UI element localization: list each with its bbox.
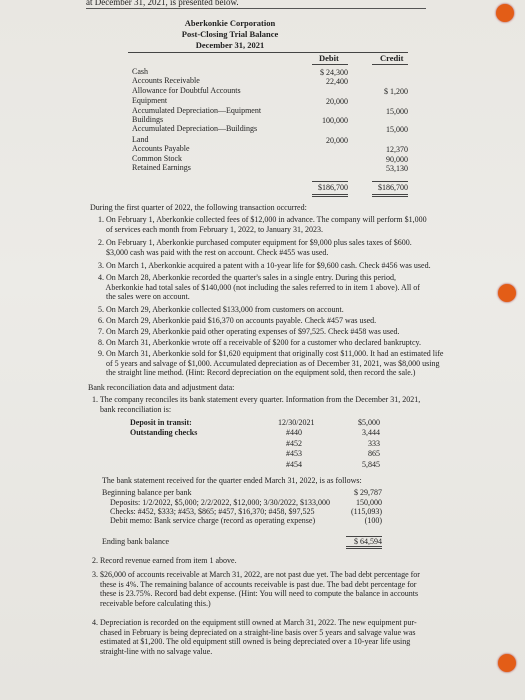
bankrec-item-1: 1. The company reconciles its bank statement every quarter. Information from the December 31, 2021, bank reconciliation is: xyxy=(92,395,421,414)
divider xyxy=(312,64,348,65)
orange-dot-marker xyxy=(498,654,516,672)
check-number: #440 xyxy=(286,428,302,437)
check-amount: 333 xyxy=(368,438,380,448)
total-debit: $186,700 xyxy=(318,183,348,192)
divider xyxy=(312,194,348,197)
transactions-intro: During the first quarter of 2022, the following transaction occurred: xyxy=(90,203,307,212)
statement-title: Post-Closing Trial Balance xyxy=(181,29,279,39)
deposit-amount: $5,000 xyxy=(358,418,380,427)
company-name: Aberkonkie Corporation xyxy=(184,18,276,28)
check-amount: 3,444 xyxy=(362,428,380,437)
item-2: 2. Record revenue earned from item 1 above. xyxy=(92,556,237,565)
total-credit: $186,700 xyxy=(378,183,408,192)
statement-amount: (100) xyxy=(364,516,382,525)
account-name: Buildings xyxy=(132,115,164,124)
statement-intro: The bank statement received for the quarter ended March 31, 2022, is as follows: xyxy=(102,476,362,485)
trial-balance-heading xyxy=(130,18,330,51)
transaction-5: 5. On March 29, Aberkonkie collected $133,000 from customers on account. xyxy=(98,305,344,314)
check-amount: 865 xyxy=(368,449,380,458)
credit-value: 53,130 xyxy=(386,164,408,173)
divider xyxy=(346,546,382,549)
divider xyxy=(346,536,382,537)
account-name: Common Stock xyxy=(132,153,183,163)
check-number: #452 xyxy=(286,438,302,448)
divider xyxy=(312,181,348,182)
transaction-3: 3. On March 1, Aberkonkie acquired a patent with a 10-year life for $9,600 cash. Check #456 was used. xyxy=(98,261,431,270)
debit-value: 20,000 xyxy=(326,135,348,145)
deposit-label: Deposit in transit: xyxy=(130,418,192,427)
credit-value: 15,000 xyxy=(386,125,408,135)
divider xyxy=(372,64,408,65)
account-name: Allowance for Doubtful Accounts xyxy=(132,85,241,95)
statement-label: Checks: #452, $333; #453, $865; #457, $16,370; #458, $97,525 xyxy=(110,507,315,516)
credit-value: 90,000 xyxy=(386,154,408,164)
credit-value: 15,000 xyxy=(386,106,408,116)
bankrec-title: Bank reconciliation data and adjustment data: xyxy=(88,383,235,392)
divider xyxy=(86,8,426,9)
check-number: #453 xyxy=(286,449,302,458)
account-name: Retained Earnings xyxy=(132,163,191,172)
transaction-1: 1. On February 1, Aberkonkie collected fees of $12,000 in advance. The company will perform $1,000 of services each month from February 1, 2022, to January 31, 2023. xyxy=(98,215,427,234)
transaction-4: 4. On March 28, Aberkonkie recorded the quarter's sales in a single entry. During this period, Aberkonkie had total sales of $140,000 (not including the sales referred to in item 1 above). All of the sales were on account. xyxy=(98,273,420,301)
divider xyxy=(128,52,408,53)
statement-amount: 150,000 xyxy=(356,498,382,507)
statement-label: Debit memo: Bank service charge (record as operating expense) xyxy=(110,516,316,525)
check-number: #454 xyxy=(286,459,302,469)
orange-dot-marker xyxy=(496,4,514,22)
statement-label: Deposits: 1/2/2022, $5,000; 2/2/2022, $12,000; 3/30/2022, $133,000 xyxy=(110,498,331,507)
debit-value: 20,000 xyxy=(326,97,348,107)
transaction-2: 2. On February 1, Aberkonkie purchased computer equipment for $9,000 plus sales taxes of $600. $3,000 cash was paid with the rest on account. Check #455 was used. xyxy=(98,238,412,257)
account-name: Land xyxy=(132,134,149,144)
account-name: Cash xyxy=(132,67,148,76)
transaction-9: 9. On March 31, Aberkonkie sold for $1,620 equipment that originally cost $11,000. It had an estimated life of 5 years and salvage of $1,000. Accumulated depreciation as of December 31, 2021, was $8,000 using the straight line method. (Hint: Record depreciation on the equipment sold, then record the sale.) xyxy=(98,349,444,377)
account-name: Equipment xyxy=(132,96,168,106)
account-name: Accumulated Depreciation—Buildings xyxy=(132,124,258,134)
statement-label: Ending bank balance xyxy=(102,537,170,546)
credit-value: 12,370 xyxy=(386,145,408,155)
debit-value: 22,400 xyxy=(326,77,348,87)
debit-value: $ 24,300 xyxy=(320,68,348,77)
statement-amount: (115,093) xyxy=(350,507,382,516)
item-4: 4. Depreciation is recorded on the equipment still owned at March 31, 2022. The new equipment pur- chased in February is being depreciated on a straight-line basis over 5 years and salvage value was estimated at $1,200. The old equipment still owned is being depreciated over a 10-year life using straight-line with no salvage value. xyxy=(92,618,417,656)
divider xyxy=(372,194,408,197)
statement-date: December 31, 2021 xyxy=(195,40,265,50)
account-name: Accumulated Depreciation—Equipment xyxy=(132,105,262,115)
statement-amount: $ 64,594 xyxy=(354,537,382,546)
account-name: Accounts Payable xyxy=(132,144,190,154)
transaction-6: 6. On March 29, Aberkonkie paid $16,370 on accounts payable. Check #457 was used. xyxy=(98,316,377,325)
outstanding-label: Outstanding checks xyxy=(130,428,198,437)
debit-header: Debit xyxy=(319,53,339,63)
orange-dot-marker xyxy=(498,284,516,302)
check-amount: 5,845 xyxy=(362,459,380,469)
divider xyxy=(372,181,408,182)
transaction-7: 7. On March 29, Aberkonkie paid other operating expenses of $97,525. Check #458 was used. xyxy=(98,327,400,336)
statement-amount: $ 29,787 xyxy=(354,488,382,497)
transaction-8: 8. On March 31, Aberkonkie wrote off a receivable of $200 for a customer who declared bankruptcy. xyxy=(98,338,421,347)
header-snippet: at December 31, 2021, is presented below. xyxy=(86,0,239,7)
credit-header: Credit xyxy=(380,53,404,63)
statement-label: Beginning balance per bank xyxy=(102,488,192,497)
deposit-date: 12/30/2021 xyxy=(278,418,315,427)
credit-value: $ 1,200 xyxy=(384,86,408,96)
account-name: Accounts Receivable xyxy=(132,76,200,86)
item-3: 3. $26,000 of accounts receivable at March 31, 2022, are not past due yet. The bad debt percentage for these is 4%. The remaining balance of accounts receivable is past due. The bad debt percentage for these is 23.75%. Record bad debt expense. (Hint: You will need to compute the balance in accounts receivable before calculating this.) xyxy=(92,570,420,608)
debit-value: 100,000 xyxy=(322,116,348,125)
